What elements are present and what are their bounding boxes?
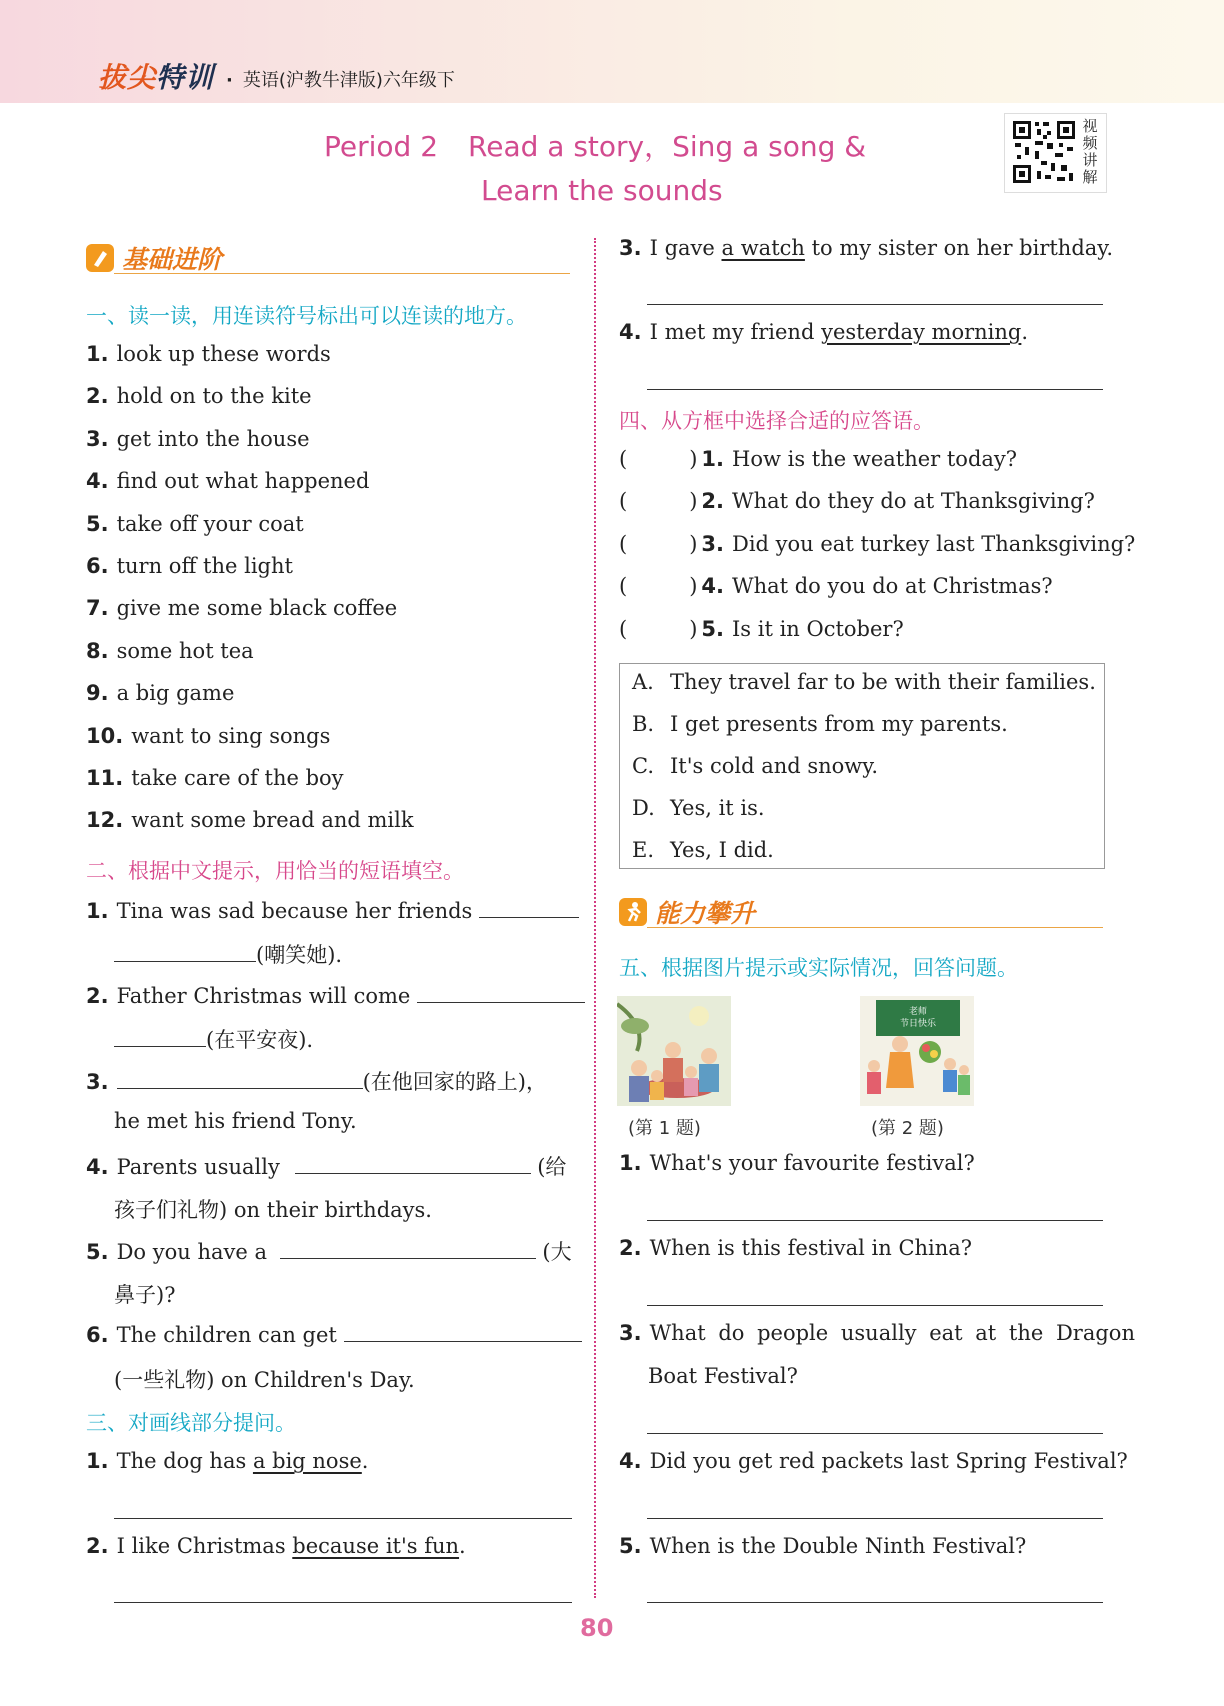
part2-q1-cont: (嘲笑她). [114,939,342,969]
page-title-line1: Period 2 Read a story，Sing a song & [324,130,867,163]
answer-blank[interactable] [417,982,585,1003]
part4-heading: 四、从方框中选择合适的应答语。 [619,409,934,433]
part1-item: 4. find out what happened [86,469,370,494]
answer-blank[interactable] [280,1238,536,1259]
answer-blank[interactable] [295,1153,531,1174]
part4-question: ( ) 3. Did you eat turkey last Thanksgiving? [619,531,1136,556]
answer-blank[interactable] [479,897,579,918]
section-basic-heading: 基础进阶 [86,240,570,278]
part2-q3-cont: he met his friend Tony. [114,1109,357,1133]
part5-q5: 5. When is the Double Ninth Festival? [619,1534,1027,1558]
page-number: 80 [580,1614,614,1642]
answer-line[interactable] [647,1602,1103,1603]
picture-teachers-day [860,996,974,1106]
part5-q2: 2. When is this festival in China? [619,1236,973,1260]
picture-caption-1: (第 1 题) [628,1118,701,1139]
picture-mid-autumn [617,996,731,1106]
part2-q2: 2. Father Christmas will come [86,982,585,1008]
part1-item: 3. get into the house [86,426,310,451]
answer-line[interactable] [647,1433,1103,1434]
page-title-line2: Learn the sounds [481,174,723,207]
part5-heading: 五、根据图片提示或实际情况，回答问题。 [619,956,1018,980]
part1-item: 2. hold on to the kite [86,384,312,409]
qr-code-icon [1011,119,1077,185]
answer-line[interactable] [114,1518,572,1519]
option-d: D. Yes, it is. [632,796,765,820]
part3-q4: 4. I met my friend yesterday morning. [619,320,1029,344]
option-e: E. Yes, I did. [632,838,774,862]
answer-line[interactable] [114,1602,572,1603]
option-a: A. They travel far to be with their families. [632,670,1096,694]
part1-item: 10. want to sing songs [86,723,331,748]
part2-q5: 5. Do you have a (大 [86,1240,572,1264]
pen-icon [86,244,114,272]
part3-q3: 3. I gave a watch to my sister on her birthday. [619,236,1114,260]
part1-item: 5. take off your coat [86,511,304,536]
svg-text:节日快乐: 节日快乐 [899,1019,937,1029]
part1-item: 6. turn off the light [86,554,293,578]
option-c: C. It's cold and snowy. [632,754,879,778]
section-advanced-heading: 能力攀升 [619,894,1103,932]
qr-label: 视频讲解 [1082,117,1098,186]
part2-q6-cont: (一些礼物) on Children's Day. [114,1368,415,1392]
qr-code[interactable] [1004,113,1107,193]
answer-line[interactable] [647,1518,1103,1519]
answer-line[interactable] [647,1220,1103,1221]
answer-line[interactable] [647,304,1103,305]
part2-q4-cont: 孩子们礼物) on their birthdays. [114,1198,432,1222]
book-subject: · 英语(沪教牛津版)六年级下 [226,70,455,91]
part1-heading: 一、读一读，用连读符号标出可以连读的地方。 [86,304,527,328]
answer-blank[interactable] [114,1026,206,1047]
runner-icon [619,898,647,926]
part3-heading: 三、对画线部分提问。 [86,1411,296,1435]
part4-question: ( ) 1. How is the weather today? [619,447,1018,471]
part5-q4: 4. Did you get red packets last Spring Festival? [619,1449,1128,1473]
part1-item: 9. a big game [86,681,235,706]
svg-text:老师: 老师 [908,1007,928,1017]
option-b: B. I get presents from my parents. [632,712,1008,736]
part1-item: 8. some hot tea [86,638,254,663]
answer-blank[interactable] [114,941,256,962]
part3-q1: 1. The dog has a big nose. [86,1449,369,1473]
answer-blank[interactable] [117,1068,363,1089]
part4-question: ( ) 4. What do you do at Christmas? [619,574,1053,599]
part1-item: 11. take care of the boy [86,766,344,790]
part3-q2: 2. I like Christmas because it's fun. [86,1534,466,1558]
brand-logo: 拔尖特训 [98,61,215,94]
part1-item: 12. want some bread and milk [86,808,414,833]
part2-q4: 4. Parents usually (给 [86,1155,567,1179]
answer-line[interactable] [647,1305,1103,1306]
part2-q6: 6. The children can get [86,1321,582,1347]
part2-q2-cont: (在平安夜). [114,1024,313,1054]
part1-item: 1. look up these words [86,342,331,366]
column-divider [594,238,596,1598]
part4-question: ( ) 5. Is it in October? [619,616,904,641]
part2-heading: 二、根据中文提示，用恰当的短语填空。 [86,859,464,883]
part2-q3: 3. (在他回家的路上)， [86,1070,547,1094]
part5-q3: 3. What do people usually eat at the Dragon [619,1321,1135,1345]
part5-q1: 1. What's your favourite festival? [619,1151,975,1175]
part1-item: 7. give me some black coffee [86,596,398,621]
choice-box [619,663,1105,869]
part4-question: ( ) 2. What do they do at Thanksgiving? [619,489,1095,514]
picture-caption-2: (第 2 题) [871,1118,944,1139]
answer-line[interactable] [647,389,1103,390]
answer-blank[interactable] [344,1321,582,1342]
part5-q3-cont: Boat Festival? [648,1364,798,1388]
part2-q5-cont: 鼻子)? [114,1283,176,1307]
part2-q1: 1. Tina was sad because her friends [86,897,579,923]
